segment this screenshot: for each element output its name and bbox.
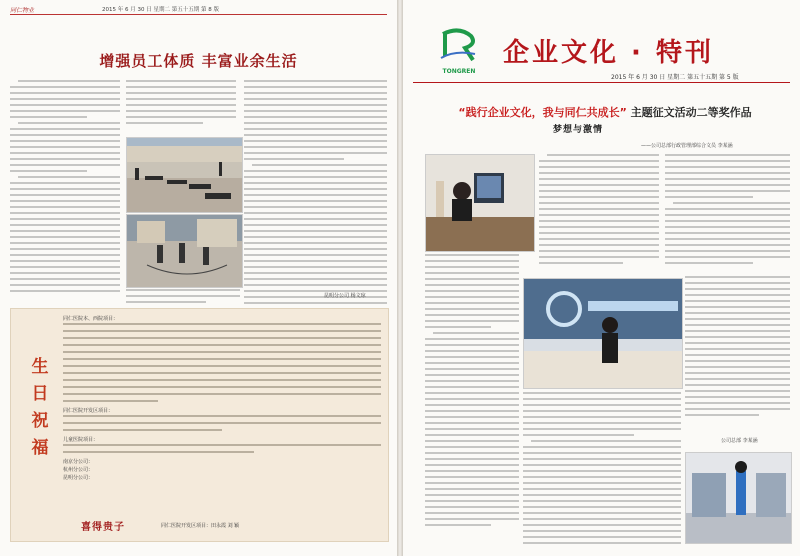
honor-section-heading: 儿童医院项目： (63, 437, 99, 443)
photo-laundry (685, 452, 792, 544)
left-article-col-1 (10, 80, 120, 295)
right-article-col-left (425, 254, 519, 544)
article-title-quote: “践行企业文化，我与同仁共成长” (458, 106, 627, 119)
right-article-col-right (685, 276, 790, 432)
left-article-col-3 (244, 80, 387, 312)
masthead-rule (413, 82, 790, 83)
left-header-date: 2015 年 6 月 30 日 星期二 第五十五期 第 8 版 (102, 7, 219, 13)
photo-reception-desk (523, 278, 683, 389)
photo-caption-author: 公司总部 李某涵 (721, 438, 758, 444)
left-article-byline: 昆明分公司 杨文琼 (324, 293, 366, 299)
right-article-col-top-right (665, 154, 790, 272)
right-page (403, 0, 800, 556)
honor-section-heading: 南京分公司： (63, 459, 94, 465)
photo-pushups-group (126, 137, 243, 213)
honor-bottom-tag: 喜得贵子 (81, 522, 125, 533)
right-article-col-top-mid (539, 154, 659, 272)
article-author: ——公司总部行政管理部综合文员 李某涵 (641, 143, 733, 149)
right-article-col-mid (523, 392, 681, 544)
right-masthead (403, 0, 800, 90)
honor-bottom-note: 同仁医院开发区项目：田永霞 刘 颖 (161, 523, 240, 529)
birthday-honor-board (10, 308, 389, 542)
photo-jumprope (126, 214, 243, 288)
honor-section-heading: 昆明分公司： (63, 475, 94, 481)
masthead-title: 企业文化 · 特刊 (503, 38, 714, 68)
logo-subtext: TONGREN (442, 68, 476, 75)
left-header-logo: 同仁物业 (10, 7, 35, 14)
honor-section-heading: 同仁医院本、西院项目： (63, 316, 119, 322)
left-article-col-2-bottom (126, 289, 240, 307)
birthday-names-list (63, 315, 381, 513)
article-subtitle: 梦想与激情 (553, 125, 604, 135)
left-article-col-2-top (126, 80, 236, 132)
photo-office-desk (425, 154, 535, 252)
birthday-vertical-title: 生日祝福 (31, 357, 49, 458)
tongren-logo (435, 28, 483, 75)
left-page (0, 0, 397, 556)
left-headline: 增强员工体质 丰富业余生活 (99, 52, 298, 70)
left-page-header (10, 5, 387, 15)
right-header-date: 2015 年 6 月 30 日 星期二 第五十五期 第 5 版 (611, 74, 739, 81)
article-title (425, 104, 785, 120)
article-title-rest: 主题征文活动二等奖作品 (630, 106, 752, 119)
honor-section-heading: 杭州分公司： (63, 467, 94, 473)
honor-section-heading: 同仁医院开发区项目： (63, 408, 114, 414)
